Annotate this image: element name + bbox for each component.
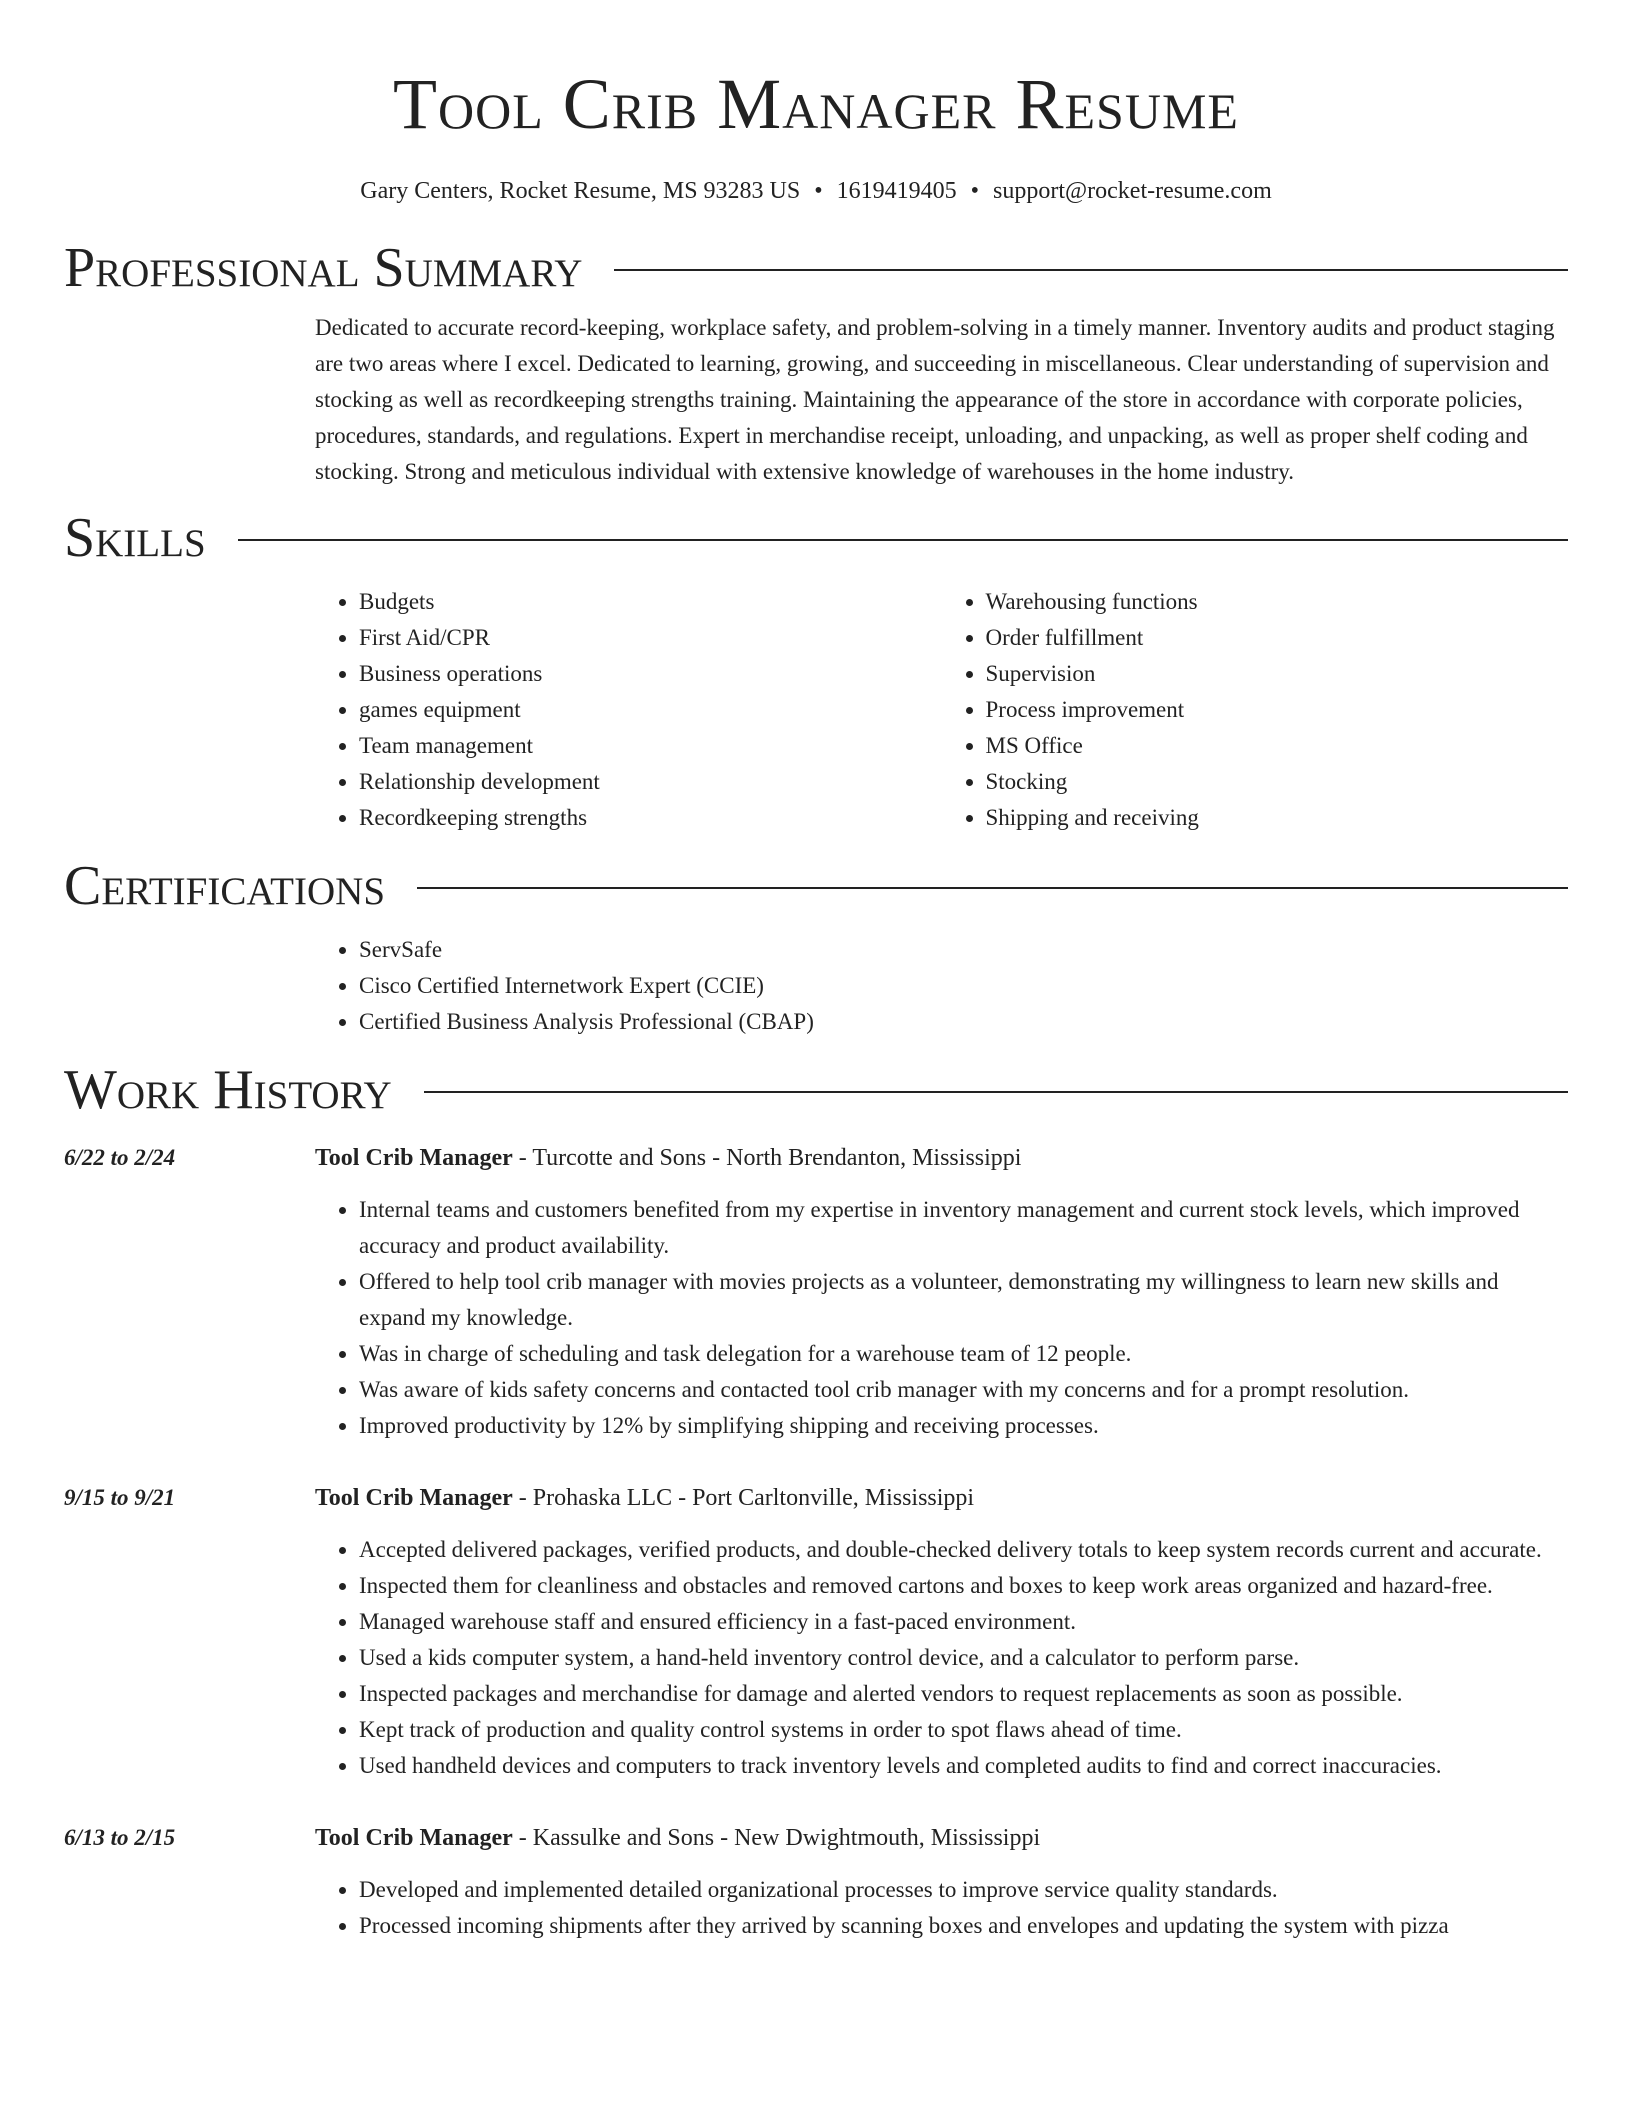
job-title: Tool Crib Manager bbox=[315, 1485, 513, 1511]
skill-item: • Team management bbox=[359, 728, 942, 764]
resume-page bbox=[64, 0, 1568, 1944]
skills-section-heading bbox=[64, 506, 1568, 570]
section-divider bbox=[238, 539, 1568, 541]
section-divider bbox=[424, 1091, 1568, 1093]
skill-item: • Recordkeeping strengths bbox=[359, 800, 942, 836]
certification-item: • ServSafe bbox=[359, 932, 1568, 968]
skill-item: • Process improvement bbox=[986, 692, 1569, 728]
certifications-list bbox=[315, 932, 1568, 1040]
skills-heading-label: Skills bbox=[64, 507, 206, 569]
skill-item: • First Aid/CPR bbox=[359, 620, 942, 656]
job-title: Tool Crib Manager bbox=[315, 1825, 513, 1851]
contact-separator: • bbox=[814, 178, 823, 204]
skill-item: • Budgets bbox=[359, 584, 942, 620]
job-headline bbox=[315, 1820, 1568, 1856]
job-duty: • Accepted delivered packages, verified products, and double-checked delivery totals to keep system records current and accurate. bbox=[359, 1532, 1568, 1568]
summary-section-heading bbox=[64, 236, 1568, 300]
job-duties-list bbox=[315, 1532, 1568, 1784]
skill-item: • MS Office bbox=[986, 728, 1569, 764]
skill-item: • Warehousing functions bbox=[986, 584, 1569, 620]
job-duty: • Developed and implemented detailed organizational processes to improve service quality standards. bbox=[359, 1872, 1568, 1908]
section-divider bbox=[417, 887, 1568, 889]
section-divider bbox=[614, 269, 1568, 271]
job-duty: • Improved productivity by 12% by simplifying shipping and receiving processes. bbox=[359, 1408, 1568, 1444]
skill-item: • Relationship development bbox=[359, 764, 942, 800]
job-duties-list bbox=[315, 1872, 1568, 1944]
job-duty: • Internal teams and customers benefited from my expertise in inventory management and current stock levels, which improved accuracy and product availability. bbox=[359, 1192, 1568, 1264]
certification-item: • Certified Business Analysis Professional (CBAP) bbox=[359, 1004, 1568, 1040]
job-duty: • Offered to help tool crib manager with movies projects as a volunteer, demonstrating my willingness to learn new skills and expand my knowledge. bbox=[359, 1264, 1568, 1336]
skill-item: • Business operations bbox=[359, 656, 942, 692]
skill-item: • Supervision bbox=[986, 656, 1569, 692]
job-entry bbox=[64, 1480, 1568, 1784]
job-dates: 9/15 to 9/21 bbox=[64, 1485, 176, 1510]
summary-heading-label: Professional Summary bbox=[64, 237, 583, 299]
job-duty: • Kept track of production and quality control systems in order to spot flaws ahead of time. bbox=[359, 1712, 1568, 1748]
job-duty: • Used handheld devices and computers to track inventory levels and completed audits to find and correct inaccuracies. bbox=[359, 1748, 1568, 1784]
certifications-heading-label: Certifications bbox=[64, 855, 386, 917]
job-dates: 6/13 to 2/15 bbox=[64, 1825, 176, 1850]
job-duty: • Was in charge of scheduling and task delegation for a warehouse team of 12 people. bbox=[359, 1336, 1568, 1372]
work-history-section-heading bbox=[64, 1058, 1568, 1122]
job-duty: • Processed incoming shipments after they arrived by scanning boxes and envelopes and updating the system with pizza bbox=[359, 1908, 1568, 1944]
job-headline bbox=[315, 1140, 1568, 1176]
summary-text: Dedicated to accurate record-keeping, workplace safety, and problem-solving in a timely manner. Inventory audits and product staging are two areas where I excel. Dedicated to learning, growing, and succeeding in miscellaneous. Clear understanding of supervision and stocking as well as recordkeeping strengths training. Maintaining the appearance of the store in accordance with corporate policies, procedures, standards, and regulations. Expert in merchandise receipt, unloading, and unpacking, as well as proper shelf coding and stocking. Strong and meticulous individual with extensive knowledge of warehouses in the home industry. bbox=[315, 315, 1555, 484]
contact-address: Gary Centers, Rocket Resume, MS 93283 US bbox=[360, 178, 801, 204]
job-title: Tool Crib Manager bbox=[315, 1145, 513, 1171]
job-employer: - Kassulke and Sons - New Dwightmouth, Mississippi bbox=[512, 1825, 1041, 1851]
job-duty: • Was aware of kids safety concerns and contacted tool crib manager with my concerns and for a prompt resolution. bbox=[359, 1372, 1568, 1408]
job-employer: - Prohaska LLC - Port Carltonville, Mississippi bbox=[512, 1485, 975, 1511]
job-duties-list bbox=[315, 1192, 1568, 1444]
contact-separator: • bbox=[970, 178, 980, 204]
certifications-body bbox=[315, 932, 1568, 1040]
contact-phone: 1619419405 bbox=[836, 178, 957, 204]
skills-list-right bbox=[942, 584, 1569, 836]
job-duty: • Managed warehouse staff and ensured efficiency in a fast-paced environment. bbox=[359, 1604, 1568, 1640]
job-duty: • Inspected packages and merchandise for damage and alerted vendors to request replacements as soon as possible. bbox=[359, 1676, 1568, 1712]
job-headline bbox=[315, 1480, 1568, 1516]
job-entry bbox=[64, 1140, 1568, 1444]
certification-item: • Cisco Certified Internetwork Expert (CCIE) bbox=[359, 968, 1568, 1004]
skill-item: • Shipping and receiving bbox=[986, 800, 1569, 836]
certifications-section-heading bbox=[64, 854, 1568, 918]
job-entry bbox=[64, 1820, 1568, 1944]
work-history-heading-label: Work History bbox=[64, 1059, 392, 1121]
skill-item: • Stocking bbox=[986, 764, 1569, 800]
skills-list-left bbox=[315, 584, 942, 836]
resume-title: Tool Crib Manager Resume bbox=[393, 64, 1239, 144]
contact-line bbox=[64, 176, 1568, 206]
skill-item: • Order fulfillment bbox=[986, 620, 1569, 656]
job-employer: - Turcotte and Sons - North Brendanton, Mississippi bbox=[512, 1145, 1022, 1171]
job-dates: 6/22 to 2/24 bbox=[64, 1145, 176, 1170]
job-duty: • Used a kids computer system, a hand-held inventory control device, and a calculator to perform parse. bbox=[359, 1640, 1568, 1676]
skill-item: • games equipment bbox=[359, 692, 942, 728]
skills-grid bbox=[315, 584, 1568, 836]
contact-email: support@rocket-resume.com bbox=[993, 178, 1272, 204]
job-duty: • Inspected them for cleanliness and obstacles and removed cartons and boxes to keep work areas organized and hazard-free. bbox=[359, 1568, 1568, 1604]
